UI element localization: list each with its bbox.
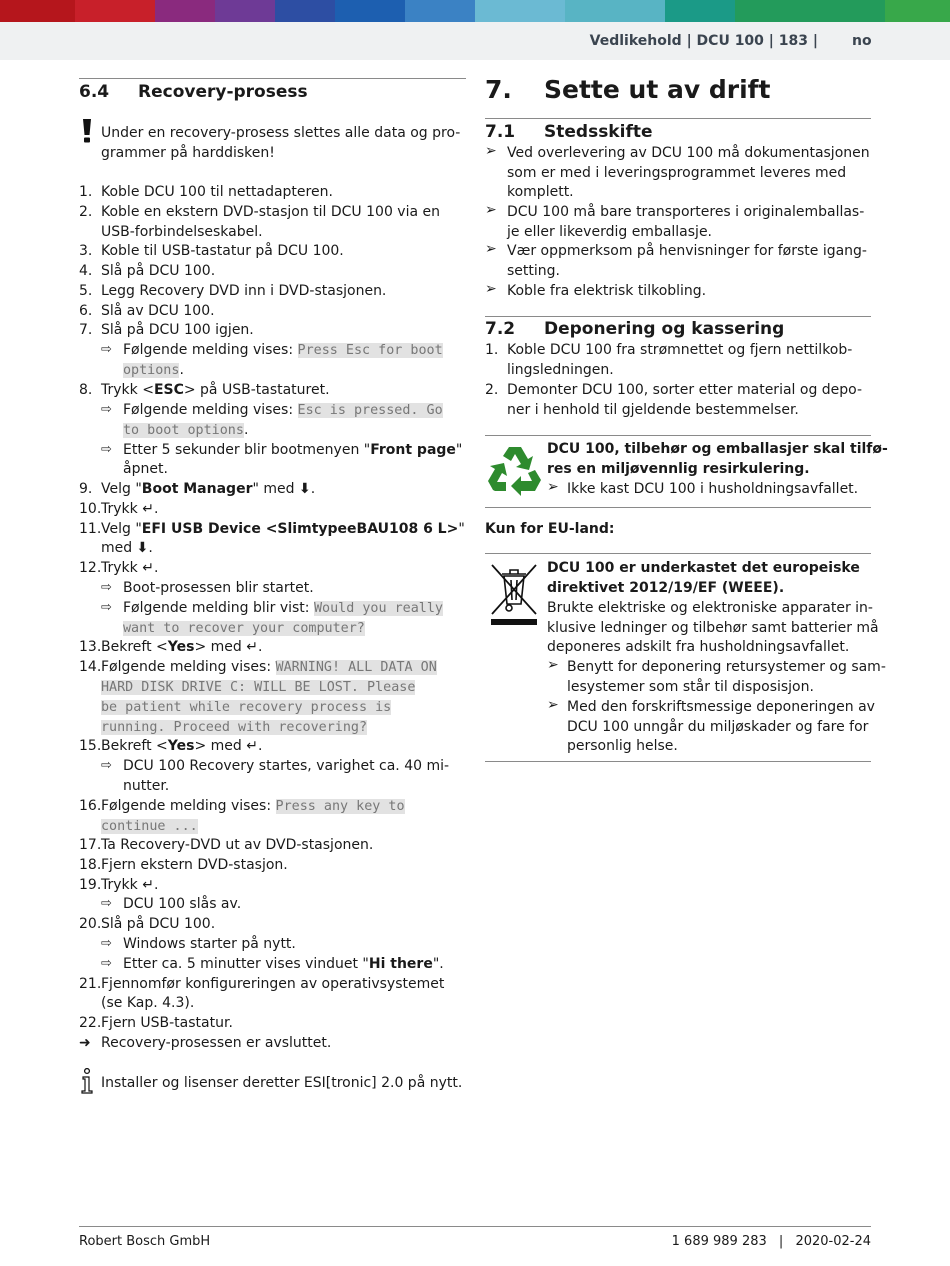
weee-line-5: deponeres adskilt fra husholdningsavfallet. xyxy=(547,639,850,655)
s72-step-1-cont: lingsledningen. xyxy=(507,362,614,378)
down-arrow-icon: ⬇ xyxy=(298,481,311,497)
step-7: 7. Slå på DCU 100 igjen. xyxy=(79,322,254,338)
step-20: 20.Slå på DCU 100. xyxy=(79,916,216,932)
recycle-line-1: DCU 100, tilbehør og emballasjer skal tilfø- xyxy=(547,441,888,457)
enter-key-icon: ↵ xyxy=(142,560,154,576)
step-16-cont: continue ... xyxy=(101,819,198,834)
recycle-line-3: Ikke kast DCU 100 i husholdningsavfallet. xyxy=(567,481,859,497)
step-19: 19.Trykk ↵. xyxy=(79,877,159,893)
info-icon xyxy=(80,1068,94,1094)
step-8-result-2-cont: åpnet. xyxy=(123,461,168,477)
step-14-cont-3: running. Proceed with recovering? xyxy=(101,720,368,735)
s71-item-4: Koble fra elektrisk tilkobling. xyxy=(507,283,707,299)
step-11-cont: med ⬇. xyxy=(101,540,153,556)
bullet-arrow-icon: ➢ xyxy=(547,657,559,673)
step-20-result-1: Windows starter på nytt. xyxy=(123,936,296,952)
step-2-cont: USB-forbindelseskabel. xyxy=(101,224,263,240)
section-rule xyxy=(485,118,871,119)
weee-line-7: lesystemer som står til disposisjon. xyxy=(567,679,814,695)
color-bar-segment xyxy=(405,0,475,22)
footer-docinfo: 1 689 989 283 | 2020-02-24 xyxy=(671,1234,871,1249)
step-17: 17.Ta Recovery-DVD ut av DVD-stasjonen. xyxy=(79,837,374,853)
footer-date: 2020-02-24 xyxy=(795,1234,871,1249)
step-12: 12.Trykk ↵. xyxy=(79,560,159,576)
footer-company: Robert Bosch GmbH xyxy=(79,1234,211,1249)
result-arrow-icon: ⇨ xyxy=(101,580,112,595)
s72-step-2-cont: ner i henhold til gjeldende bestemmelser. xyxy=(507,402,799,418)
color-bar-segment xyxy=(155,0,215,22)
s71-item-2: DCU 100 må bare transporteres i originalemballas- xyxy=(507,204,865,220)
weee-line-4: klusive ledninger og tilbehør samt batterier må xyxy=(547,620,879,636)
enter-key-icon: ↵ xyxy=(246,738,258,754)
bullet-arrow-icon: ➢ xyxy=(485,143,497,159)
exclamation-icon xyxy=(81,119,93,143)
bullet-arrow-icon: ➢ xyxy=(547,697,559,713)
s71-item-1: Ved overlevering av DCU 100 må dokumentasjonen xyxy=(507,145,870,161)
warning-line-2: grammer på harddisken! xyxy=(101,145,275,161)
result-arrow-icon: ⇨ xyxy=(101,600,112,615)
step-19-result: DCU 100 slås av. xyxy=(123,896,242,912)
step-7-result-cont: options. xyxy=(123,362,184,378)
step-3: 3. Koble til USB-tastatur på DCU 100. xyxy=(79,243,344,259)
step-12-result-2: Følgende melding blir vist: Would you really xyxy=(123,600,443,616)
step-18: 18.Fjern ekstern DVD-stasjon. xyxy=(79,857,288,873)
step-6: 6. Slå av DCU 100. xyxy=(79,303,215,319)
step-16: 16.Følgende melding vises: Press any key to xyxy=(79,798,405,814)
result-arrow-icon: ⇨ xyxy=(101,342,112,357)
weee-crossed-bin-icon xyxy=(489,562,539,628)
header-language: no xyxy=(852,33,872,49)
footer-rule xyxy=(79,1226,871,1227)
s71-item-3: Vær oppmerksom på henvisninger for første igang- xyxy=(507,243,867,259)
bold-arrow-right-icon: ➜ xyxy=(79,1035,91,1051)
step-10: 10.Trykk ↵. xyxy=(79,501,159,517)
bullet-arrow-icon: ➢ xyxy=(485,281,497,297)
step-13: 13.Bekreft <Yes> med ↵. xyxy=(79,639,263,655)
step-15: 15.Bekreft <Yes> med ↵. xyxy=(79,738,263,754)
s72-step-2: 2. Demonter DCU 100, sorter etter material og depo- xyxy=(485,382,863,398)
eu-label: Kun for EU-land: xyxy=(485,521,615,537)
footer-docnum: 1 689 989 283 xyxy=(671,1234,767,1249)
box-rule xyxy=(485,553,871,554)
recycle-icon xyxy=(487,444,543,498)
result-arrow-icon: ⇨ xyxy=(101,402,112,417)
s71-item-2-cont: je eller likeverdig emballasje. xyxy=(507,224,713,240)
color-bar-segment xyxy=(215,0,275,22)
step-7-result: Følgende melding vises: Press Esc for boot xyxy=(123,342,443,358)
step-8-result-1-cont: to boot options. xyxy=(123,422,249,438)
result-arrow-icon: ⇨ xyxy=(101,896,112,911)
step-14-cont-2: be patient while recovery process is xyxy=(101,700,392,715)
box-rule xyxy=(485,761,871,762)
step-9: 9. Velg "Boot Manager" med ⬇. xyxy=(79,481,316,497)
weee-line-6: Benytt for deponering retursystemer og sam- xyxy=(567,659,886,675)
weee-line-10: personlig helse. xyxy=(567,738,678,754)
color-bar-segment xyxy=(735,0,885,22)
step-12-result-1: Boot-prosessen blir startet. xyxy=(123,580,314,596)
color-bar-segment xyxy=(565,0,665,22)
header-breadcrumb: Vedlikehold | DCU 100 | 183 | xyxy=(589,33,818,49)
enter-key-icon: ↵ xyxy=(142,877,154,893)
recycle-line-2: res en miljøvennlig resirkulering. xyxy=(547,461,810,477)
s71-item-1-cont: som er med i leveringsprogrammet leveres med xyxy=(507,165,847,181)
warning-line-1: Under en recovery-prosess slettes alle data og pro- xyxy=(101,125,461,141)
step-14: 14.Følgende melding vises: WARNING! ALL DATA ON xyxy=(79,659,437,675)
result-arrow-icon: ⇨ xyxy=(101,758,112,773)
color-bar-segment xyxy=(665,0,735,22)
s71-item-1-cont: komplett. xyxy=(507,184,574,200)
step-8-result-1: Følgende melding vises: Esc is pressed. Go xyxy=(123,402,443,418)
brand-color-bar xyxy=(0,0,950,22)
section-rule xyxy=(79,78,466,79)
result-arrow-icon: ⇨ xyxy=(101,442,112,457)
step-5: 5. Legg Recovery DVD inn i DVD-stasjonen. xyxy=(79,283,387,299)
result-arrow-icon: ⇨ xyxy=(101,936,112,951)
color-bar-segment xyxy=(75,0,155,22)
color-bar-segment xyxy=(885,0,950,22)
step-22: 22.Fjern USB-tastatur. xyxy=(79,1015,233,1031)
color-bar-segment xyxy=(275,0,335,22)
step-8-result-2: Etter 5 sekunder blir bootmenyen "Front page" xyxy=(123,442,463,458)
step-20-result-2: Etter ca. 5 minutter vises vinduet "Hi there". xyxy=(123,956,444,972)
down-arrow-icon: ⬇ xyxy=(136,540,149,556)
section-rule xyxy=(485,316,871,317)
step-15-result: DCU 100 Recovery startes, varighet ca. 40 mi- xyxy=(123,758,450,774)
s72-step-1: 1. Koble DCU 100 fra strømnettet og fjern nettilkob- xyxy=(485,342,853,358)
step-21-cont: (se Kap. 4.3). xyxy=(101,995,195,1011)
step-2: 2. Koble en ekstern DVD-stasjon til DCU 100 via en xyxy=(79,204,440,220)
enter-key-icon: ↵ xyxy=(142,501,154,517)
box-rule xyxy=(485,507,871,508)
step-11: 11.Velg "EFI USB Device <SlimtypeeBAU108 6 L>" xyxy=(79,521,465,537)
step-8: 8. Trykk <ESC> på USB-tastaturet. xyxy=(79,382,330,398)
final-result: ➜ Recovery-prosessen er avsluttet. xyxy=(79,1035,332,1051)
bullet-arrow-icon: ➢ xyxy=(485,202,497,218)
color-bar-segment xyxy=(0,0,75,22)
step-14-cont-1: HARD DISK DRIVE C: WILL BE LOST. Please xyxy=(101,680,416,695)
page-header xyxy=(0,33,950,53)
result-arrow-icon: ⇨ xyxy=(101,956,112,971)
enter-key-icon: ↵ xyxy=(246,639,258,655)
bullet-arrow-icon: ➢ xyxy=(547,479,559,495)
step-4: 4. Slå på DCU 100. xyxy=(79,263,216,279)
color-bar-segment xyxy=(475,0,565,22)
box-rule xyxy=(485,435,871,436)
color-bar-segment xyxy=(335,0,405,22)
s71-item-3-cont: setting. xyxy=(507,263,560,279)
info-note: Installer og lisenser deretter ESI[tronic] 2.0 på nytt. xyxy=(101,1075,463,1091)
weee-line-9: DCU 100 unngår du miljøskader og fare for xyxy=(567,719,869,735)
step-12-result-2-cont: want to recover your computer? xyxy=(123,621,365,636)
weee-line-3: Brukte elektriske og elektroniske apparater in- xyxy=(547,600,873,616)
step-21: 21.Fjennomfør konfigureringen av operativsystemet xyxy=(79,976,445,992)
weee-line-1: DCU 100 er underkastet det europeiske xyxy=(547,560,860,576)
step-15-result-cont: nutter. xyxy=(123,778,170,794)
step-1: 1. Koble DCU 100 til nettadapteren. xyxy=(79,184,333,200)
weee-line-2: direktivet 2012/19/EF (WEEE). xyxy=(547,580,785,596)
weee-line-8: Med den forskriftsmessige deponeringen av xyxy=(567,699,875,715)
bullet-arrow-icon: ➢ xyxy=(485,241,497,257)
